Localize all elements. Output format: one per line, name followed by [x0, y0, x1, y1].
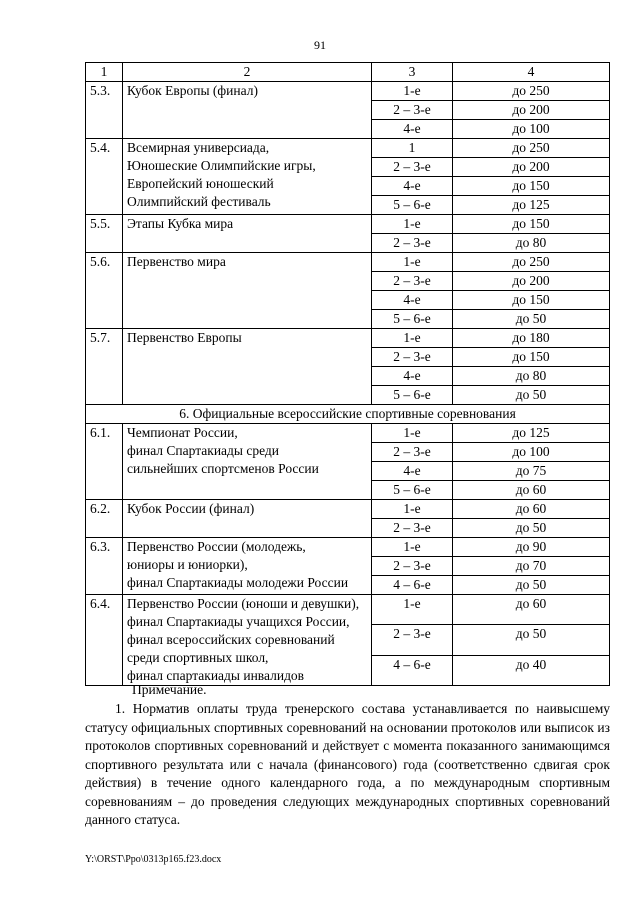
file-path-footer: Y:\ORST\Ppo\0313p165.f23.docx — [85, 854, 222, 865]
value-cell: до 80 — [453, 234, 610, 253]
value-cell: до 50 — [453, 519, 610, 538]
competition-name-line: Чемпионат России, — [127, 425, 238, 440]
results-table — [85, 62, 610, 686]
place-cell: 2 – 3-е — [372, 158, 453, 177]
table-header-row — [86, 63, 610, 82]
competition-name-line: финал Спартакиады учащихся России, — [127, 614, 350, 629]
value-cell: до 50 — [453, 310, 610, 329]
place-cell: 1-е — [372, 329, 453, 348]
value-cell: до 125 — [453, 424, 610, 443]
table-row — [86, 500, 610, 519]
value-cell: до 200 — [453, 101, 610, 120]
value-cell: до 60 — [453, 595, 610, 625]
place-cell: 2 – 3-е — [372, 272, 453, 291]
place-cell: 2 – 3-е — [372, 234, 453, 253]
value-cell: до 40 — [453, 655, 610, 685]
note-text — [85, 700, 610, 830]
place-cell: 2 – 3-е — [372, 348, 453, 367]
column-header: 3 — [372, 63, 453, 82]
place-cell: 4-е — [372, 462, 453, 481]
place-cell: 5 – 6-е — [372, 481, 453, 500]
row-number: 6.4. — [86, 595, 123, 686]
competition-name-line: Первенство России (молодежь, — [127, 539, 306, 554]
value-cell: до 250 — [453, 139, 610, 158]
row-number: 5.6. — [86, 253, 123, 329]
place-cell: 1-е — [372, 538, 453, 557]
place-cell: 1-е — [372, 82, 453, 101]
table-row — [86, 424, 610, 443]
place-cell: 5 – 6-е — [372, 196, 453, 215]
table-row — [86, 139, 610, 158]
place-cell: 5 – 6-е — [372, 386, 453, 405]
column-header: 2 — [123, 63, 372, 82]
value-cell: до 200 — [453, 158, 610, 177]
value-cell: до 150 — [453, 215, 610, 234]
competition-name-line: финал спартакиады инвалидов — [127, 668, 305, 683]
value-cell: до 200 — [453, 272, 610, 291]
competition-name-line: Европейский юношеский — [127, 176, 274, 191]
competition-name — [123, 500, 372, 538]
table-row — [86, 329, 610, 348]
value-cell: до 250 — [453, 82, 610, 101]
value-cell: до 80 — [453, 367, 610, 386]
value-cell: до 50 — [453, 576, 610, 595]
competition-name-line: финал Спартакиады молодежи России — [127, 575, 349, 590]
competition-name-line: юниоры и юниорки), — [127, 557, 248, 572]
competition-name-line: финал Спартакиады среди — [127, 443, 280, 458]
value-cell: до 250 — [453, 253, 610, 272]
row-number: 5.7. — [86, 329, 123, 405]
table-row — [86, 595, 610, 625]
note-title: Примечание. — [132, 682, 207, 697]
place-cell: 4 – 6-е — [372, 655, 453, 685]
column-header: 1 — [86, 63, 123, 82]
competition-name — [123, 82, 372, 139]
competition-name-line: Первенство Европы — [127, 330, 242, 345]
place-cell: 5 – 6-е — [372, 310, 453, 329]
table-row — [86, 82, 610, 101]
section-title: 6. Официальные всероссийские спортивные соревнования — [86, 405, 610, 424]
place-cell: 4-е — [372, 120, 453, 139]
place-cell: 4 – 6-е — [372, 576, 453, 595]
competition-name-line: Всемирная универсиада, — [127, 140, 270, 155]
row-number: 5.5. — [86, 215, 123, 253]
competition-name — [123, 538, 372, 595]
place-cell: 2 – 3-е — [372, 101, 453, 120]
competition-name-line: финал всероссийских соревнований — [127, 632, 335, 647]
row-number: 5.3. — [86, 82, 123, 139]
place-cell: 1 — [372, 139, 453, 158]
page-number: 91 — [314, 38, 326, 52]
row-number: 6.2. — [86, 500, 123, 538]
value-cell: до 125 — [453, 196, 610, 215]
competition-name — [123, 595, 372, 686]
value-cell: до 150 — [453, 291, 610, 310]
row-number: 6.3. — [86, 538, 123, 595]
place-cell: 4-е — [372, 291, 453, 310]
value-cell: до 100 — [453, 443, 610, 462]
competition-name-line: Кубок Европы (финал) — [127, 83, 258, 98]
value-cell: до 150 — [453, 177, 610, 196]
place-cell: 4-е — [372, 367, 453, 386]
competition-name — [123, 424, 372, 500]
competition-name-line: сильнейших спортсменов России — [127, 461, 319, 476]
value-cell: до 180 — [453, 329, 610, 348]
competition-name-line: Юношеские Олимпийские игры, — [127, 158, 316, 173]
competition-name-line: Первенство мира — [127, 254, 226, 269]
competition-name-line: Первенство России (юноши и девушки), — [127, 596, 360, 611]
competition-name-line: среди спортивных школ, — [127, 650, 269, 665]
section-row — [86, 405, 610, 424]
value-cell: до 150 — [453, 348, 610, 367]
note-paragraph: 1. Норматив оплаты труда тренерского состава устанавливается по наивысшему статусу официальных спортивных соревнований на основании протоколов или выписок из протоколов спортивных соревнований и действует с момента показанного занимающимся спортивного результата или с начала (финансового) года (соответственно сдвигая срок действия) в течение одного календарного года, а по международным спортивным соревнованиям – до проведения следующих международных спортивных соревнований данного статуса. — [85, 701, 610, 827]
column-header: 4 — [453, 63, 610, 82]
value-cell: до 60 — [453, 500, 610, 519]
place-cell: 2 – 3-е — [372, 557, 453, 576]
value-cell: до 50 — [453, 386, 610, 405]
competition-name — [123, 253, 372, 329]
place-cell: 2 – 3-е — [372, 519, 453, 538]
competition-name — [123, 139, 372, 215]
value-cell: до 50 — [453, 625, 610, 655]
value-cell: до 75 — [453, 462, 610, 481]
competition-name-line: Этапы Кубка мира — [127, 216, 234, 231]
place-cell: 1-е — [372, 595, 453, 625]
place-cell: 1-е — [372, 424, 453, 443]
competition-name-line: Олимпийский фестиваль — [127, 194, 271, 209]
place-cell: 2 – 3-е — [372, 443, 453, 462]
competition-name-line: Кубок России (финал) — [127, 501, 255, 516]
row-number: 5.4. — [86, 139, 123, 215]
place-cell: 1-е — [372, 500, 453, 519]
table-row — [86, 538, 610, 557]
place-cell: 4-е — [372, 177, 453, 196]
value-cell: до 90 — [453, 538, 610, 557]
place-cell: 1-е — [372, 253, 453, 272]
table-row — [86, 215, 610, 234]
value-cell: до 70 — [453, 557, 610, 576]
value-cell: до 100 — [453, 120, 610, 139]
table-row — [86, 253, 610, 272]
competition-name — [123, 215, 372, 253]
competition-name — [123, 329, 372, 405]
place-cell: 1-е — [372, 215, 453, 234]
place-cell: 2 – 3-е — [372, 625, 453, 655]
row-number: 6.1. — [86, 424, 123, 500]
value-cell: до 60 — [453, 481, 610, 500]
